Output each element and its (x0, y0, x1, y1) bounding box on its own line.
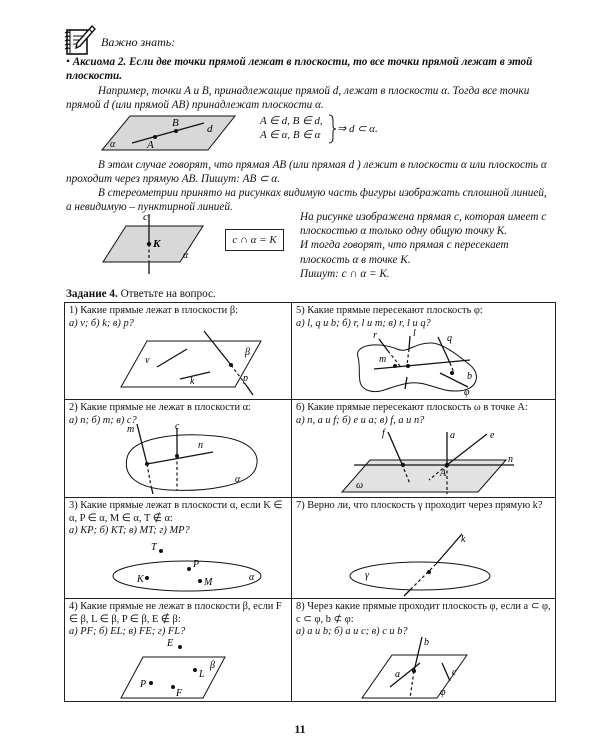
cell-1-answers: а) v; б) k; в) p? (69, 317, 134, 329)
task-grid (64, 302, 556, 702)
line-l-upper (409, 336, 410, 349)
label-n: n (508, 454, 513, 465)
label-phi: φ (440, 687, 446, 698)
label-m: m (127, 424, 135, 435)
label-b: B (172, 117, 179, 129)
label-alpha: α (249, 572, 255, 583)
label-e: e (490, 430, 495, 441)
task-label: Задание 4. (66, 288, 118, 300)
label-a-point: A (440, 468, 447, 479)
label-c: c (452, 667, 457, 678)
point-k (145, 576, 149, 580)
label-r: r (373, 330, 377, 341)
intersection-text (300, 210, 555, 281)
task-instruction: Ответьте на вопрос. (120, 288, 216, 300)
point-b (174, 129, 178, 133)
point-f (171, 685, 175, 689)
label-e: E (167, 638, 174, 649)
line-l-hidden (407, 349, 409, 365)
label-p: P (140, 679, 147, 690)
label-q: q (447, 333, 452, 344)
label-n: n (198, 440, 203, 451)
label-k: K (153, 238, 161, 250)
line-r-hidden (388, 351, 400, 366)
label-t: T (151, 542, 157, 553)
label-a: a (395, 669, 400, 680)
line-p-upper (204, 331, 231, 365)
cell-1-question: 1) Какие прямые лежат в плоскости β: (69, 305, 239, 316)
notebook-pencil-icon (62, 24, 96, 58)
point-t (159, 549, 163, 553)
label-c: c (175, 422, 180, 432)
axiom-figure (100, 112, 240, 154)
point-a (445, 463, 449, 467)
point-b (401, 463, 405, 467)
cell-2-question: 2) Какие прямые не лежат в плоскости α: (69, 402, 251, 413)
cell-7-question: 7) Верно ли, что плоскость γ проходит через прямую k? (296, 500, 543, 511)
point-q (450, 371, 454, 375)
cell-5 (292, 303, 555, 399)
point-l (193, 668, 197, 672)
label-c: c (143, 212, 148, 223)
paragraph-2: В стереометрии принято на рисунках видимую часть фигуры изображать сплошной линией, а невидимую – пунктирной линией. (66, 187, 547, 214)
label-beta: β (210, 660, 215, 671)
line-k-upper (436, 534, 462, 564)
label-p: P (193, 559, 200, 570)
plane-gamma (350, 562, 490, 590)
line-p-lower (246, 385, 253, 395)
label-beta: β (245, 347, 250, 358)
axiom-text: • Аксиома 2. Если две точки прямой лежат в плоскости, то все точки прямой лежат в этой плоскости. (66, 56, 533, 83)
line-v (157, 349, 187, 367)
label-omega: ω (356, 480, 364, 491)
line-f-upper (388, 432, 402, 464)
point-p (187, 567, 191, 571)
cell-3 (65, 498, 291, 598)
cell-6 (292, 400, 555, 497)
line-c (442, 663, 450, 681)
paragraph-1: В этом случае говорят, что прямая AB (или прямая d ) лежит в плоскости α или плоскость α проходит через прямую AB. Пишут: AB ⊂ α. (66, 159, 547, 186)
label-alpha: α (235, 474, 241, 485)
point-p (229, 363, 233, 367)
label-a: a (450, 430, 455, 441)
label-b: b (467, 371, 472, 382)
cell-6-question: 6) Какие прямые пересекают плоскость ω в точке A: (296, 402, 528, 413)
label-phi: φ (464, 387, 470, 398)
line-b (440, 373, 468, 387)
cell-8-answers: а) a и b; б) a и c; в) c и b? (296, 626, 408, 638)
cell-4-question: 4) Какие прямые не лежат в плоскости β, если F ∈ β, L ∈ β, P ∈ β, E ∉ β: (69, 601, 282, 625)
line-k-hidden (412, 564, 436, 588)
intersection-text-1: На рисунке изображена прямая c, которая имеет с плоскостью α только одну общую точку K. (300, 211, 547, 238)
label-k: k (461, 534, 466, 545)
label-gamma: γ (365, 570, 369, 581)
cell-8-question: 8) Через какие прямые проходит плоскость φ, если a ⊂ φ, c ⊂ φ, b ⊄ φ: (296, 601, 551, 625)
label-k: k (190, 376, 195, 387)
point-l (406, 364, 410, 368)
line-b-hidden (410, 671, 414, 698)
label-v: v (145, 355, 150, 366)
cell-3-question: 3) Какие прямые лежат в плоскости α, если K ∈ α, P ∈ α, M ∈ α, T ∉ α: (69, 500, 283, 524)
label-a: A (147, 139, 154, 151)
point-b (412, 669, 416, 673)
plane-alpha-4 (113, 561, 261, 591)
important-label: Важно знать: (101, 35, 176, 49)
point-k (427, 570, 431, 574)
cell-4 (65, 599, 291, 701)
label-b: b (424, 637, 429, 648)
label-l: L (199, 669, 205, 680)
intersection-text-3: Пишут: c ∩ α = K. (300, 267, 390, 280)
cell-2-answers: а) n; б) m; в) c? (69, 414, 137, 426)
label-f: f (382, 428, 385, 439)
intersection-text-2: И тогда говорят, что прямая c пересекает плоскость α в точке K. (300, 239, 509, 266)
axiom-formula (260, 114, 323, 142)
cell-1 (65, 303, 291, 399)
formula-line-2: A ∈ α, B ∈ α (260, 129, 321, 141)
point-e (178, 645, 182, 649)
line-k-lower (404, 588, 412, 596)
cell-6-answers: а) n, a и f; б) e и a; в) f, a и n? (296, 414, 425, 426)
line-m (374, 360, 470, 369)
cell-7 (292, 498, 555, 598)
cell-4-answers: а) PF; б) EL; в) FE; г) FL? (69, 626, 186, 638)
label-m: M (204, 577, 213, 588)
formula-line-1: A ∈ d, B ∈ d, (260, 115, 323, 127)
intersection-figure (100, 212, 210, 276)
point-m (198, 579, 202, 583)
cell-8 (292, 599, 555, 701)
label-f: F (176, 688, 183, 699)
label-m: m (379, 354, 387, 365)
boxed-formula: c ∩ α = K (225, 229, 284, 251)
line-n (147, 452, 213, 464)
formula-result: ⇒ d ⊂ α. (337, 123, 378, 135)
page-number: 11 (294, 722, 306, 736)
label-k: K (137, 574, 144, 585)
point-k (147, 242, 151, 246)
label-alpha: α (110, 139, 116, 150)
cell-2 (65, 400, 291, 497)
label-alpha-2: α (183, 250, 189, 261)
line-k (180, 372, 210, 379)
plane-phi (358, 343, 477, 392)
label-p: p (243, 373, 248, 384)
cell-3-answers: а) KP; б) KT; в) MT; г) MP? (69, 525, 190, 537)
label-l: l (413, 329, 416, 339)
axiom-title: Аксиома 2. Если две точки прямой лежат в плоскости, то все точки прямой лежат в этой плоскости. (66, 56, 533, 83)
line-m-hidden (147, 464, 151, 486)
point-c (175, 454, 179, 458)
point-m (145, 462, 149, 466)
cell-5-answers: а) l, q и b; б) r, l и m; в) r, l и q? (296, 317, 431, 329)
formula-brace (328, 114, 336, 144)
axiom-example: Например, точки A и B, принадлежащие прямой d, лежат в плоскости α. Тогда все точки прямой d (или прямой AB) принадлежат плоскости α. (66, 85, 530, 112)
point-m-r (393, 364, 397, 368)
cell-5-question: 5) Какие прямые пересекают плоскость φ: (296, 305, 483, 316)
point-p (149, 681, 153, 685)
line-b-upper (414, 637, 422, 671)
label-d: d (207, 123, 213, 135)
task-header (66, 287, 216, 301)
